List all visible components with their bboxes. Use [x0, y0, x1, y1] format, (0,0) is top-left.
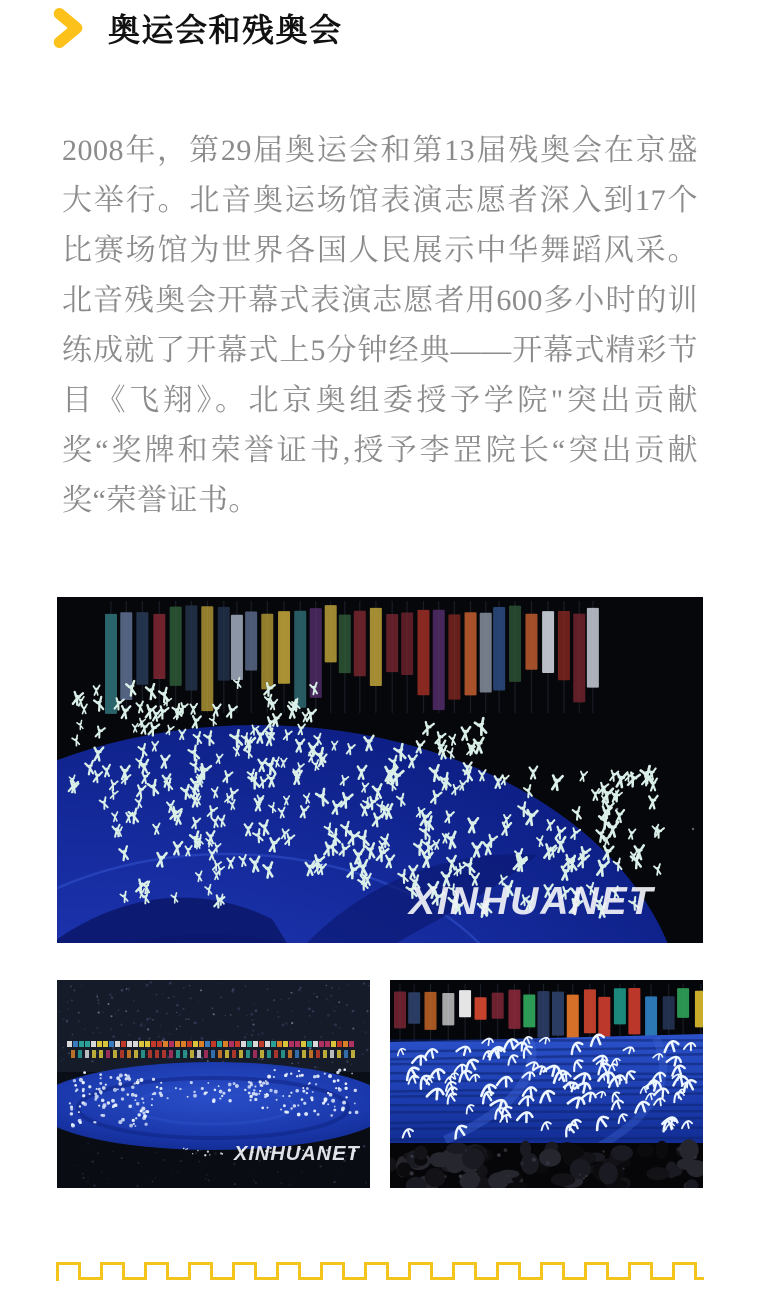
left-photo[interactable]: [57, 980, 370, 1188]
section-header: [50, 5, 343, 51]
chevron-right-icon: [50, 7, 88, 49]
main-photo-graphic: [57, 597, 703, 943]
zigzag-divider: [56, 1259, 706, 1283]
right-photo-graphic: [390, 980, 703, 1188]
left-photo-graphic: [57, 980, 370, 1188]
main-photo[interactable]: [57, 597, 703, 943]
article-paragraph: 2008年，第29届奥运会和第13届残奥会在京盛大举行。北音奥运场馆表演志愿者深入到17个比赛场馆为世界各国人民展示中华舞蹈风采。北音残奥会开幕式表演志愿者用600多小时的训练成就了开幕式上5分钟经典——开幕式精彩节目《飞翔》。北京奥组委授予学院"突出贡献奖“奖牌和荣誉证书,授予李罡院长“突出贡献奖“荣誉证书。: [62, 134, 698, 517]
photo-row: [57, 980, 703, 1188]
right-photo[interactable]: [390, 980, 703, 1188]
xinhuanet-watermark: XINHUANET: [409, 880, 655, 923]
section-title: 奥运会和残奥会: [108, 12, 343, 48]
xinhuanet-watermark: XINHUANET: [234, 1143, 360, 1165]
